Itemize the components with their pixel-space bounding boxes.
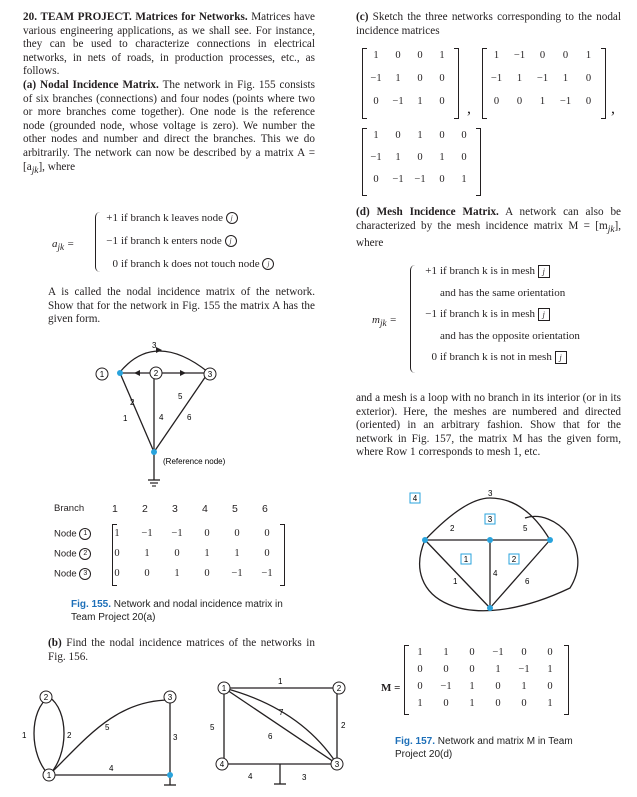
matrix-cell: 0 — [521, 698, 527, 709]
svg-text:2: 2 — [450, 524, 455, 533]
part-a-label: (a) Nodal Incidence Matrix. — [23, 78, 159, 91]
matrix-cell: 0 — [439, 130, 445, 141]
matrix-cell: 0 — [174, 548, 180, 559]
matrix-cell: 1 — [114, 528, 120, 539]
fig155-node-label-2: 2 — [153, 369, 159, 378]
fig156-right-network — [200, 678, 350, 793]
matrix-cell: 0 — [373, 96, 379, 107]
matrix-cell: 0 — [469, 647, 475, 658]
matrix-cell: −1 — [440, 681, 452, 692]
matrix-cell: 0 — [417, 681, 423, 692]
matrix-cell: 0 — [539, 50, 546, 61]
matrix-cell: 0 — [585, 73, 592, 84]
matrix-cell: −1 — [536, 73, 549, 84]
matrix-cell: −1 — [490, 73, 503, 84]
svg-text:6: 6 — [268, 732, 273, 741]
svg-text:5: 5 — [105, 723, 110, 732]
matrix-cell: 0 — [469, 664, 475, 675]
part-d-after: and a mesh is a loop with no branch in its interior (or in its exterior). Here, the meshes are numbered and directed (oriented) in an arbitrary fashion. Show that for the network in Fig. 157, the matrix M has the given form, where Row 1 corresponds to mesh 1, etc. — [356, 392, 621, 459]
fig157-caption: Fig. 157. Network and matrix M in Team Project 20(d) — [395, 736, 573, 760]
node-chip: j — [225, 235, 237, 247]
matrix-cell: −1 — [518, 664, 530, 675]
svg-text:7: 7 — [279, 708, 284, 717]
matrix-cell: 0 — [547, 681, 553, 692]
fig155-branch-3 — [120, 351, 208, 372]
table-header-col: 3 — [172, 503, 178, 515]
matrix-cell: 0 — [417, 73, 423, 84]
node-chip: 3 — [79, 568, 91, 580]
mjk-lhs: $m_{jk}$ = — [372, 314, 397, 329]
matrix-cell: 0 — [495, 681, 501, 692]
svg-text:5: 5 — [523, 524, 528, 533]
matrix-cell: 1 — [521, 681, 527, 692]
matrix-cell: 1 — [417, 96, 423, 107]
ajk-lhs: $a_{jk}$ = — [52, 238, 75, 253]
fig155-node-1-dot — [117, 370, 123, 376]
matrix-cell: 0 — [417, 50, 423, 61]
matrix-cell: 0 — [547, 647, 553, 658]
matrix-cell: 0 — [204, 568, 210, 579]
problem-title: TEAM PROJECT. Matrices for Networks. — [40, 11, 248, 23]
matrix-cell: −1 — [141, 528, 153, 539]
matrix-cell: 0 — [395, 50, 401, 61]
svg-text:1: 1 — [463, 555, 469, 564]
matrix-cell: 1 — [443, 647, 449, 658]
matrix-cell: −1 — [492, 647, 504, 658]
svg-text:1: 1 — [46, 771, 52, 780]
matrix-cell: 1 — [461, 174, 467, 185]
ajk-case-2: 0 if branch k does not touch node j — [103, 258, 274, 271]
matrix-cell: 0 — [114, 568, 120, 579]
matrix-cell: 1 — [439, 50, 445, 61]
svg-text:3: 3 — [487, 515, 493, 524]
svg-text:2: 2 — [67, 731, 72, 740]
svg-text:4: 4 — [248, 772, 253, 781]
svg-text:2: 2 — [341, 721, 346, 730]
matrix-cell: 0 — [493, 96, 500, 107]
matrix-cell: 0 — [204, 528, 210, 539]
table-header-col: 4 — [202, 503, 208, 515]
matrix-cell: −1 — [370, 152, 382, 163]
fig156-left-network — [22, 680, 185, 790]
matrix-cell: 0 — [439, 96, 445, 107]
problem-number: 20. — [23, 11, 37, 23]
matrix-cell: 1 — [547, 698, 553, 709]
matrix-cell: 1 — [493, 50, 500, 61]
mjk-case-4: 0 if branch k is not in mesh j — [420, 351, 567, 364]
matrix-cell: −1 — [231, 568, 243, 579]
fig155-incidence-table — [52, 500, 292, 590]
svg-text:4: 4 — [109, 764, 114, 773]
table-header-col: 6 — [262, 503, 268, 515]
matrix-cell: −1 — [261, 568, 273, 579]
mesh-chip: j — [555, 351, 567, 364]
mjk-case-2: −1 if branch k is in mesh j — [420, 308, 550, 321]
node-chip: j — [262, 258, 274, 270]
table-row-label: Node 2 — [54, 548, 91, 560]
svg-text:6: 6 — [187, 413, 192, 422]
problem-intro: 20. TEAM PROJECT. Matrices for Networks. Matrices have various engineering applications, as we shall see. For instance, they can be used to characterize connections in electrical networks, in nets of roads, in production processes, etc., as follows. (a) Nodal Incidence Matrix. The network in Fig. 155 consists of six branches (connections) and four nodes (points where two or more branches come together). One node is the reference node (grounded node, whose voltage is zero). We number the other nodes and number and direct the branches. This we do arbitrarily. The network can now be described by a matrix $A = [a_{jk}]$, where — [23, 11, 316, 176]
mjk-case-3: and has the opposite orientation — [440, 329, 580, 342]
matrix-cell: −1 — [513, 50, 526, 61]
matrix-cell: 0 — [439, 174, 445, 185]
part-a-text: The network in Fig. 155 consists of six branches (connections) and four nodes (points where two or more branches come together). One node is the reference node (grounded node, whose voltage is zero). We number the other nodes and number and direct the branches. This we do arbitrarily. The network can now be described by a matrix A = [a — [23, 78, 315, 173]
svg-text:2: 2 — [336, 684, 342, 693]
mjk-brace — [410, 265, 417, 373]
svg-text:4: 4 — [219, 760, 225, 769]
matrix-cell: 1 — [174, 568, 180, 579]
table-header-col: 1 — [112, 503, 118, 515]
svg-text:2: 2 — [511, 555, 517, 564]
matrix-cell: 0 — [516, 96, 523, 107]
svg-text:1: 1 — [453, 577, 458, 586]
table-row-label: Node 3 — [54, 568, 91, 580]
matrix-cell: 1 — [469, 681, 475, 692]
matrix-cell: 1 — [469, 698, 475, 709]
svg-text:3: 3 — [152, 341, 157, 350]
matrix-cell: −1 — [392, 174, 404, 185]
table-header-branch: Branch — [54, 503, 85, 514]
svg-text:3: 3 — [334, 760, 340, 769]
svg-text:4: 4 — [493, 569, 498, 578]
part-b: (b) Find the nodal incidence matrices of the networks in Fig. 156. — [48, 637, 316, 663]
matrix-cell: −1 — [559, 96, 572, 107]
matrix-cell: 1 — [417, 698, 423, 709]
matrix-cell: 1 — [234, 548, 240, 559]
matrix-cell: 0 — [443, 698, 449, 709]
matrix-cell: 0 — [461, 130, 467, 141]
svg-text:1: 1 — [278, 677, 283, 686]
matrix-cell: 1 — [417, 130, 423, 141]
svg-text:3: 3 — [488, 489, 493, 498]
matrix-cell: 1 — [585, 50, 592, 61]
matrix-cell: −1 — [414, 174, 426, 185]
part-d: (d) Mesh Incidence Matrix. A network can also be characterized by the mesh incidence matrix $M = [m_{jk}]$, where — [356, 206, 621, 250]
matrix-cell: 0 — [439, 73, 445, 84]
node-chip: 2 — [79, 548, 91, 560]
matrix-cell: 0 — [417, 664, 423, 675]
matrix-cell: 0 — [114, 548, 120, 559]
matrix-cell: −1 — [370, 73, 382, 84]
svg-text:1: 1 — [221, 684, 227, 693]
mjk-case-1: and has the same orientation — [440, 286, 566, 299]
ajk-case-1: −1 if branch k enters node j — [103, 235, 237, 248]
table-header-col: 5 — [232, 503, 238, 515]
matrix-cell: −1 — [171, 528, 183, 539]
svg-text:2: 2 — [43, 693, 49, 702]
matrix-cell: 0 — [521, 647, 527, 658]
svg-text:3: 3 — [173, 733, 178, 742]
matrix-cell: 0 — [417, 152, 423, 163]
reference-node-dot — [151, 449, 157, 455]
matrix-cell: 1 — [417, 647, 423, 658]
svg-text:1: 1 — [123, 414, 128, 423]
matrix-cell: 0 — [264, 548, 270, 559]
svg-text:6: 6 — [525, 577, 530, 586]
svg-text:1: 1 — [22, 731, 27, 740]
svg-text:4: 4 — [159, 413, 164, 422]
mjk-case-0: +1 if branch k is in mesh j — [420, 265, 550, 278]
matrix-cell: 0 — [395, 130, 401, 141]
fig155-node-label-1: 1 — [99, 370, 105, 379]
svg-text:4: 4 — [412, 494, 418, 503]
problem-intro-text: Matrices have various engineering applications, as we shall see. For instance, they can be used to characterize connections in electrical networks, in nets of roads, in production processes, etc., as follows. — [23, 11, 316, 78]
matrix-cell: 0 — [461, 152, 467, 163]
matrix-cell: 1 — [516, 73, 523, 84]
svg-text:2: 2 — [130, 398, 135, 407]
matrix-cell: 1 — [395, 152, 401, 163]
part-a-after: A is called the nodal incidence matrix of the network. Show that for the network in Fig. 155 the matrix A has the given form. — [48, 286, 315, 326]
matrix-cell: 1 — [204, 548, 210, 559]
part-c: (c) Sketch the three networks corresponding to the nodal incidence matrices — [356, 11, 621, 37]
matrix-cell: 1 — [439, 152, 445, 163]
matrix-cell: 0 — [373, 174, 379, 185]
matrix-cell: 1 — [495, 664, 501, 675]
matrix-cell: −1 — [392, 96, 404, 107]
matrix-cell: 1 — [373, 50, 379, 61]
matrix-cell: 1 — [395, 73, 401, 84]
fig157-network — [405, 488, 585, 633]
fig155-node-label-3: 3 — [207, 370, 213, 379]
matrix-cell: 0 — [264, 528, 270, 539]
matrix-cell: 1 — [562, 73, 569, 84]
matrix-cell: 0 — [562, 50, 569, 61]
matrix-cell: 1 — [144, 548, 150, 559]
matrix-M-label: M = — [381, 682, 401, 694]
mesh-chip: j — [538, 265, 550, 278]
svg-text:5: 5 — [178, 392, 183, 401]
matrix-cell: 0 — [443, 664, 449, 675]
matrix-cell: 1 — [373, 130, 379, 141]
svg-text:3: 3 — [302, 773, 307, 782]
node-chip: j — [226, 212, 238, 224]
reference-node-label: (Reference node) — [163, 457, 226, 466]
table-row-label: Node 1 — [54, 528, 91, 540]
matrix-cell: 0 — [585, 96, 592, 107]
matrix-cell: 1 — [547, 664, 553, 675]
table-header-col: 2 — [142, 503, 148, 515]
svg-text:3: 3 — [167, 693, 173, 702]
matrix-cell: 0 — [234, 528, 240, 539]
matrix-cell: 1 — [539, 96, 546, 107]
ajk-case-0: +1 if branch k leaves node j — [103, 212, 238, 225]
mesh-chip: j — [538, 308, 550, 321]
node-chip: 1 — [79, 528, 91, 540]
matrix-cell: 0 — [144, 568, 150, 579]
fig155-branch-1 — [120, 373, 154, 452]
fig155-network — [90, 340, 240, 500]
matrix-cell: 0 — [495, 698, 501, 709]
svg-text:5: 5 — [210, 723, 215, 732]
fig155-caption: Fig. 155. Network and nodal incidence matrix in Team Project 20(a) — [71, 599, 283, 623]
ajk-brace — [95, 212, 102, 272]
